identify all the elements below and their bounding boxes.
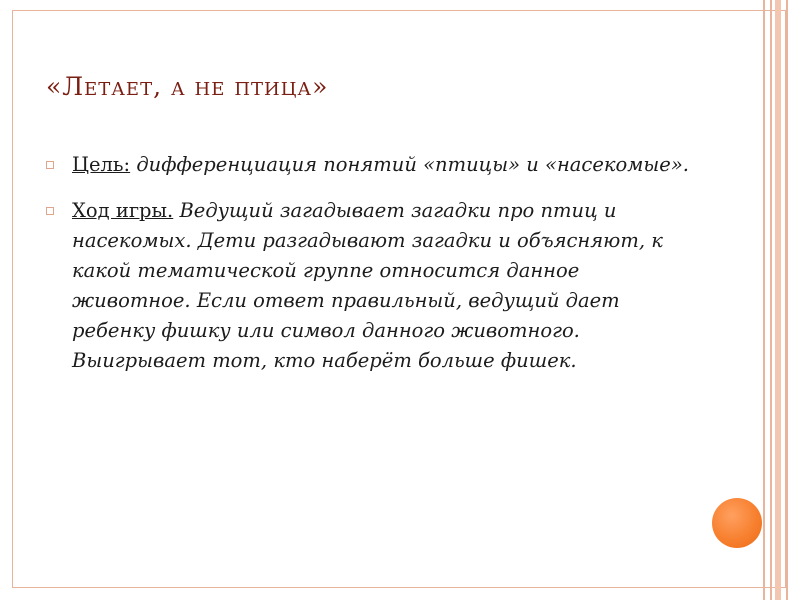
decorative-bar <box>775 0 781 600</box>
bullet-item-goal <box>46 150 696 180</box>
bullet-item-game-process <box>46 196 696 376</box>
orange-circle-decoration <box>712 498 762 548</box>
decorative-bar <box>770 0 772 600</box>
goal-text: дифференциация понятий «птицы» и «насекомые». <box>130 153 689 176</box>
game-process-label: Ход игры. <box>72 199 174 222</box>
bullet-square-icon <box>46 207 54 215</box>
slide-content <box>46 150 696 392</box>
bullet-square-icon <box>46 161 54 169</box>
decorative-bar <box>786 0 788 600</box>
slide-title: «Летает, а не птица» <box>46 72 329 101</box>
goal-label: Цель: <box>72 153 131 176</box>
decorative-bar <box>763 0 765 600</box>
game-process-text: Ведущий загадывает загадки про птиц и насекомых. Дети разгадывают загадки и объясняют, к какой тематической группе относится данное животное. Если ответ правильный, ведущий дает ребенку фишку или символ данного животного. Выигрывает тот, кто наберёт больше фишек. <box>72 199 663 372</box>
